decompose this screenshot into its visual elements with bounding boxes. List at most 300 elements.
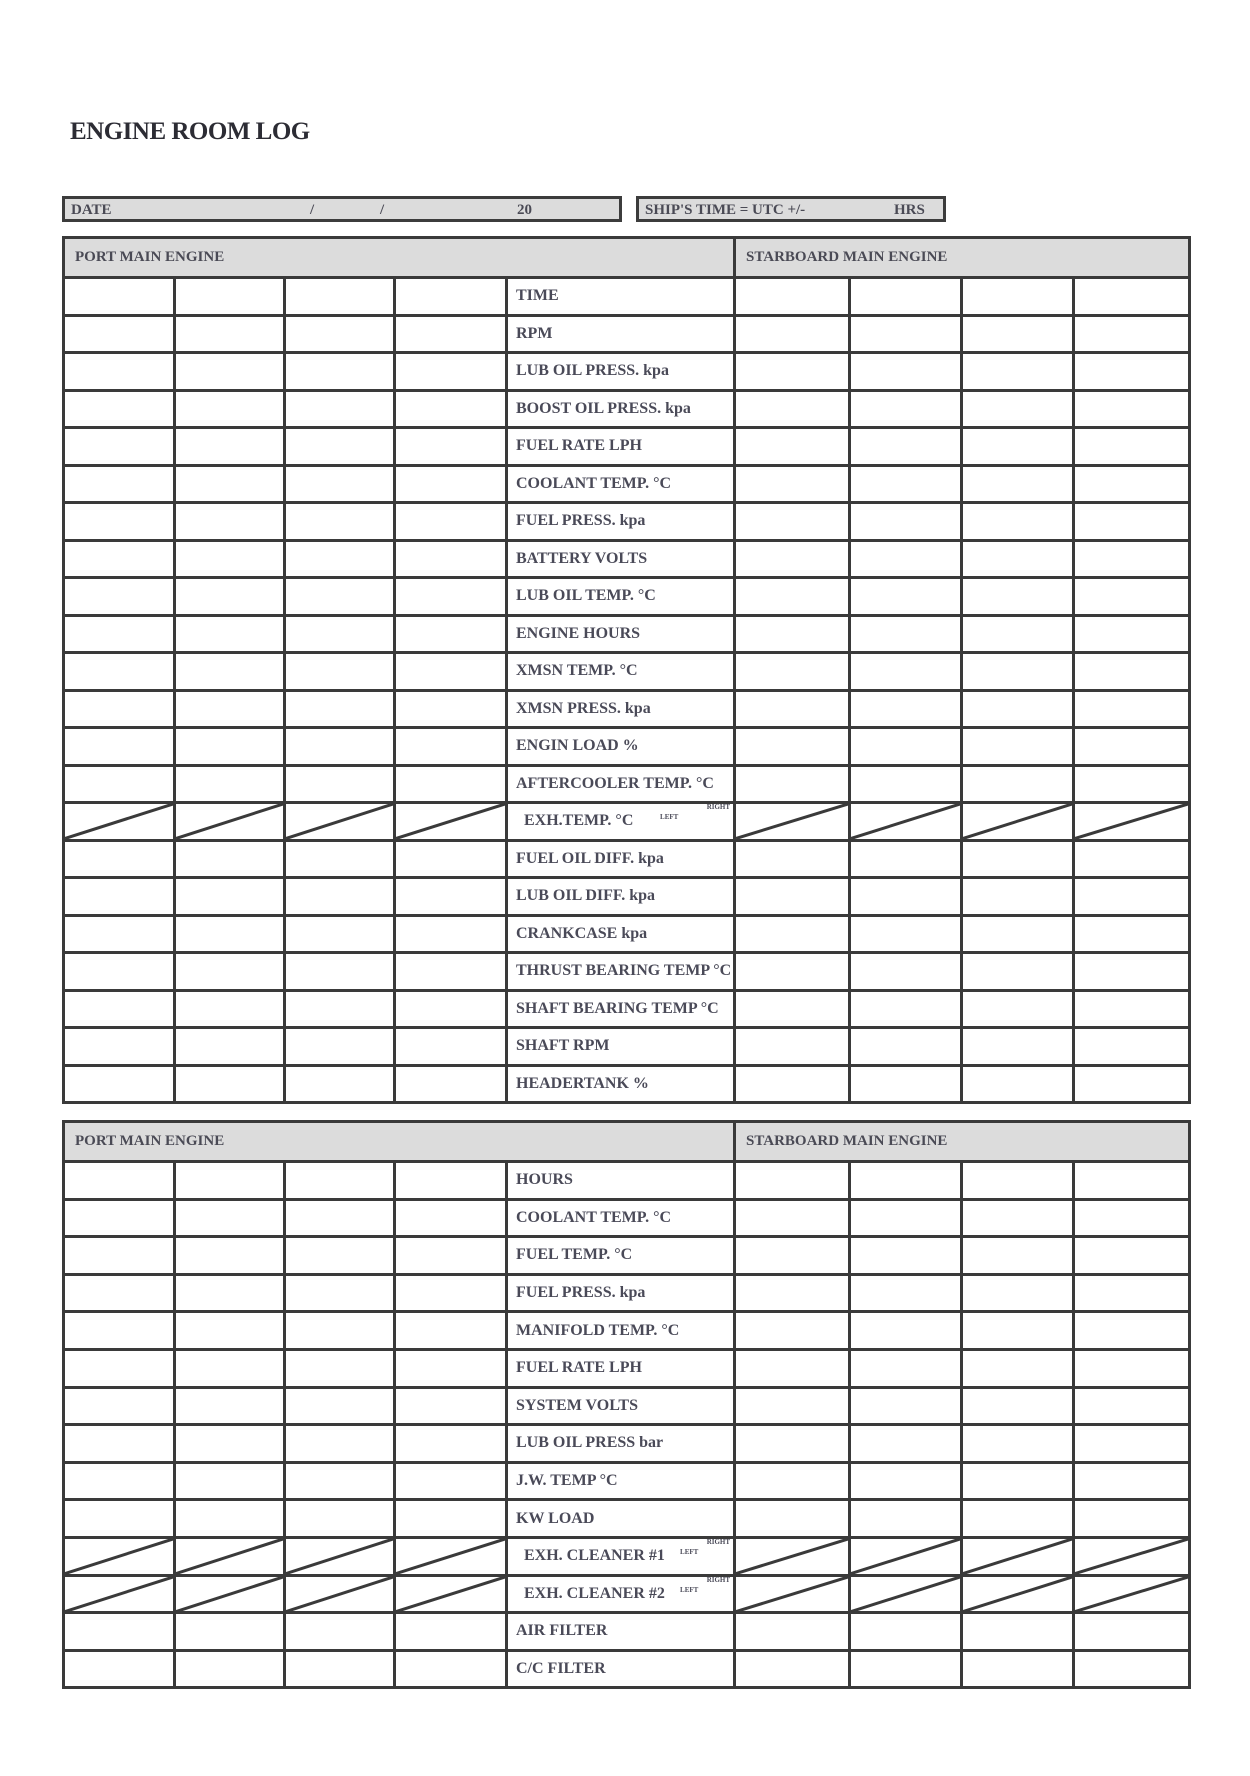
port-entry-cell[interactable] [285,953,395,991]
port-entry-cell[interactable] [175,465,285,503]
starboard-entry-cell[interactable] [1074,1199,1190,1237]
port-entry-cell[interactable] [395,1613,507,1651]
port-entry-cell[interactable] [175,1387,285,1425]
starboard-entry-cell[interactable] [962,1462,1074,1500]
starboard-entry-cell[interactable] [735,1162,850,1200]
port-entry-cell[interactable] [175,540,285,578]
starboard-entry-cell[interactable] [850,278,962,316]
starboard-entry-cell[interactable] [962,503,1074,541]
port-entry-cell[interactable] [175,990,285,1028]
port-entry-cell[interactable] [395,390,507,428]
starboard-entry-cell[interactable] [735,1575,850,1613]
port-entry-cell[interactable] [175,1274,285,1312]
starboard-entry-cell[interactable] [850,803,962,841]
port-entry-cell[interactable] [64,1065,175,1103]
port-entry-cell[interactable] [175,578,285,616]
port-entry-cell[interactable] [175,1425,285,1463]
starboard-entry-cell[interactable] [1074,653,1190,691]
starboard-entry-cell[interactable] [962,1575,1074,1613]
log-row [64,315,1190,353]
port-entry-cell[interactable] [175,1462,285,1500]
starboard-entry-cell[interactable] [1074,990,1190,1028]
port-entry-cell[interactable] [285,1065,395,1103]
port-entry-cell[interactable] [175,765,285,803]
engine-log-table-2 [62,1120,1191,1689]
port-entry-cell[interactable] [395,1349,507,1387]
starboard-entry-cell[interactable] [1074,1537,1190,1575]
port-entry-cell[interactable] [175,1613,285,1651]
port-entry-cell[interactable] [395,1065,507,1103]
starboard-entry-cell[interactable] [1074,578,1190,616]
port-entry-cell[interactable] [175,1537,285,1575]
starboard-entry-cell[interactable] [1074,878,1190,916]
starboard-entry-cell[interactable] [1074,615,1190,653]
starboard-entry-cell[interactable] [850,1312,962,1350]
port-entry-cell[interactable] [175,1650,285,1688]
port-entry-cell[interactable] [395,1387,507,1425]
port-entry-cell[interactable] [175,1237,285,1275]
starboard-entry-cell[interactable] [735,1237,850,1275]
port-entry-cell[interactable] [285,503,395,541]
port-entry-cell[interactable] [395,1162,507,1200]
port-entry-cell[interactable] [395,428,507,466]
starboard-entry-cell[interactable] [962,578,1074,616]
port-entry-cell[interactable] [64,1462,175,1500]
port-entry-cell[interactable] [64,428,175,466]
port-entry-cell[interactable] [175,390,285,428]
starboard-entry-cell[interactable] [735,653,850,691]
starboard-entry-cell[interactable] [850,1349,962,1387]
port-entry-cell[interactable] [285,915,395,953]
port-entry-cell[interactable] [175,503,285,541]
port-entry-cell[interactable] [175,840,285,878]
port-entry-cell[interactable] [395,690,507,728]
starboard-entry-cell[interactable] [1074,503,1190,541]
port-entry-cell[interactable] [175,428,285,466]
port-entry-cell[interactable] [64,1312,175,1350]
starboard-entry-cell[interactable] [962,1028,1074,1066]
starboard-entry-cell[interactable] [850,1237,962,1275]
port-entry-cell[interactable] [64,915,175,953]
starboard-entry-cell[interactable] [1074,840,1190,878]
starboard-entry-cell[interactable] [735,465,850,503]
port-entry-cell[interactable] [285,840,395,878]
port-entry-cell[interactable] [285,1613,395,1651]
port-entry-cell[interactable] [64,728,175,766]
port-entry-cell[interactable] [285,390,395,428]
port-entry-cell[interactable] [64,765,175,803]
port-entry-cell[interactable] [285,1425,395,1463]
starboard-entry-cell[interactable] [735,1312,850,1350]
port-entry-cell[interactable] [64,540,175,578]
starboard-entry-cell[interactable] [735,990,850,1028]
starboard-entry-cell[interactable] [850,1065,962,1103]
port-entry-cell[interactable] [285,765,395,803]
starboard-entry-cell[interactable] [1074,1065,1190,1103]
starboard-entry-cell[interactable] [735,1199,850,1237]
starboard-entry-cell[interactable] [735,915,850,953]
port-entry-cell[interactable] [285,578,395,616]
starboard-entry-cell[interactable] [850,653,962,691]
port-entry-cell[interactable] [395,540,507,578]
port-entry-cell[interactable] [285,878,395,916]
port-entry-cell[interactable] [285,353,395,391]
starboard-entry-cell[interactable] [962,1349,1074,1387]
starboard-entry-cell[interactable] [1074,1500,1190,1538]
starboard-entry-cell[interactable] [962,315,1074,353]
port-entry-cell[interactable] [285,803,395,841]
port-entry-cell[interactable] [395,915,507,953]
starboard-entry-cell[interactable] [735,1065,850,1103]
port-entry-cell[interactable] [395,1274,507,1312]
starboard-entry-cell[interactable] [850,1425,962,1463]
starboard-entry-cell[interactable] [850,765,962,803]
port-entry-cell[interactable] [395,653,507,691]
starboard-entry-cell[interactable] [735,1349,850,1387]
starboard-entry-cell[interactable] [962,1537,1074,1575]
port-entry-cell[interactable] [64,1425,175,1463]
port-entry-cell[interactable] [64,1199,175,1237]
starboard-entry-cell[interactable] [962,990,1074,1028]
starboard-entry-cell[interactable] [962,1425,1074,1463]
starboard-entry-cell[interactable] [962,878,1074,916]
starboard-entry-cell[interactable] [850,915,962,953]
date-field[interactable] [62,196,622,222]
starboard-entry-cell[interactable] [735,878,850,916]
starboard-entry-cell[interactable] [850,840,962,878]
port-entry-cell[interactable] [285,465,395,503]
port-entry-cell[interactable] [64,353,175,391]
port-entry-cell[interactable] [285,1462,395,1500]
starboard-entry-cell[interactable] [1074,428,1190,466]
port-entry-cell[interactable] [175,878,285,916]
ships-time-field[interactable] [636,196,946,222]
port-entry-cell[interactable] [64,690,175,728]
starboard-entry-cell[interactable] [850,315,962,353]
starboard-entry-cell[interactable] [735,278,850,316]
starboard-entry-cell[interactable] [1074,315,1190,353]
starboard-entry-cell[interactable] [735,1028,850,1066]
starboard-entry-cell[interactable] [1074,1387,1190,1425]
port-entry-cell[interactable] [64,803,175,841]
port-entry-cell[interactable] [64,1028,175,1066]
port-entry-cell[interactable] [64,390,175,428]
port-entry-cell[interactable] [395,1537,507,1575]
starboard-entry-cell[interactable] [735,728,850,766]
starboard-entry-cell[interactable] [962,428,1074,466]
port-entry-cell[interactable] [395,728,507,766]
port-entry-cell[interactable] [395,953,507,991]
port-entry-cell[interactable] [395,803,507,841]
starboard-entry-cell[interactable] [962,1237,1074,1275]
starboard-entry-cell[interactable] [962,1650,1074,1688]
starboard-entry-cell[interactable] [1074,1349,1190,1387]
starboard-entry-cell[interactable] [850,428,962,466]
starboard-entry-cell[interactable] [1074,915,1190,953]
starboard-entry-cell[interactable] [735,315,850,353]
starboard-entry-cell[interactable] [1074,803,1190,841]
port-entry-cell[interactable] [395,503,507,541]
starboard-entry-cell[interactable] [962,1312,1074,1350]
port-entry-cell[interactable] [285,315,395,353]
diagonal-split-line [851,1539,960,1574]
starboard-entry-cell[interactable] [962,353,1074,391]
port-entry-cell[interactable] [285,1387,395,1425]
starboard-entry-cell[interactable] [735,390,850,428]
date-label: DATE [71,202,112,218]
port-entry-cell[interactable] [175,690,285,728]
starboard-entry-cell[interactable] [850,1537,962,1575]
starboard-entry-cell[interactable] [962,1065,1074,1103]
starboard-entry-cell[interactable] [735,615,850,653]
starboard-entry-cell[interactable] [735,953,850,991]
port-entry-cell[interactable] [285,1537,395,1575]
starboard-entry-cell[interactable] [1074,1312,1190,1350]
port-entry-cell[interactable] [175,803,285,841]
starboard-entry-cell[interactable] [735,540,850,578]
starboard-entry-cell[interactable] [850,990,962,1028]
port-entry-cell[interactable] [175,653,285,691]
port-entry-cell[interactable] [395,1028,507,1066]
starboard-entry-cell[interactable] [962,953,1074,991]
port-entry-cell[interactable] [175,1028,285,1066]
starboard-entry-cell[interactable] [1074,390,1190,428]
port-entry-cell[interactable] [64,465,175,503]
starboard-entry-cell[interactable] [850,1199,962,1237]
starboard-entry-cell[interactable] [735,840,850,878]
port-entry-cell[interactable] [175,353,285,391]
starboard-entry-cell[interactable] [735,428,850,466]
port-entry-cell[interactable] [285,1028,395,1066]
starboard-entry-cell[interactable] [962,765,1074,803]
port-entry-cell[interactable] [175,315,285,353]
starboard-entry-cell[interactable] [962,690,1074,728]
port-entry-cell[interactable] [395,278,507,316]
starboard-entry-cell[interactable] [1074,1425,1190,1463]
port-entry-cell[interactable] [64,653,175,691]
port-entry-cell[interactable] [64,278,175,316]
starboard-entry-cell[interactable] [1074,1274,1190,1312]
starboard-entry-cell[interactable] [1074,728,1190,766]
port-entry-cell[interactable] [285,1575,395,1613]
section-header-row [64,238,1190,278]
port-entry-cell[interactable] [395,615,507,653]
starboard-entry-cell[interactable] [1074,690,1190,728]
port-entry-cell[interactable] [64,1575,175,1613]
port-entry-cell[interactable] [285,1349,395,1387]
port-entry-cell[interactable] [64,1500,175,1538]
starboard-entry-cell[interactable] [962,1274,1074,1312]
starboard-entry-cell[interactable] [850,1575,962,1613]
port-entry-cell[interactable] [395,353,507,391]
port-entry-cell[interactable] [285,1162,395,1200]
port-entry-cell[interactable] [285,690,395,728]
starboard-entry-cell[interactable] [1074,1650,1190,1688]
parameter-label: FUEL PRESS. kpa [507,1274,735,1312]
starboard-entry-cell[interactable] [1074,1575,1190,1613]
port-entry-cell[interactable] [395,1199,507,1237]
port-entry-cell[interactable] [175,1065,285,1103]
port-entry-cell[interactable] [64,1349,175,1387]
port-entry-cell[interactable] [285,653,395,691]
starboard-entry-cell[interactable] [850,1162,962,1200]
starboard-entry-cell[interactable] [735,503,850,541]
port-entry-cell[interactable] [395,1500,507,1538]
starboard-entry-cell[interactable] [850,503,962,541]
starboard-entry-cell[interactable] [735,1500,850,1538]
port-entry-cell[interactable] [175,1575,285,1613]
port-entry-cell[interactable] [64,1613,175,1651]
port-entry-cell[interactable] [395,1425,507,1463]
starboard-entry-cell[interactable] [962,1199,1074,1237]
port-entry-cell[interactable] [395,1237,507,1275]
port-entry-cell[interactable] [285,1199,395,1237]
port-entry-cell[interactable] [64,840,175,878]
starboard-entry-cell[interactable] [850,1274,962,1312]
port-entry-cell[interactable] [64,953,175,991]
port-entry-cell[interactable] [64,878,175,916]
port-entry-cell[interactable] [285,615,395,653]
port-entry-cell[interactable] [285,990,395,1028]
port-entry-cell[interactable] [64,990,175,1028]
port-entry-cell[interactable] [64,1387,175,1425]
port-entry-cell[interactable] [285,1274,395,1312]
diagonal-split-line [963,1577,1072,1612]
starboard-entry-cell[interactable] [735,1387,850,1425]
starboard-entry-cell[interactable] [850,953,962,991]
starboard-entry-cell[interactable] [850,1462,962,1500]
port-entry-cell[interactable] [285,278,395,316]
starboard-entry-cell[interactable] [962,465,1074,503]
starboard-entry-cell[interactable] [850,728,962,766]
port-entry-cell[interactable] [64,503,175,541]
starboard-entry-cell[interactable] [1074,953,1190,991]
starboard-entry-cell[interactable] [735,1613,850,1651]
starboard-entry-cell[interactable] [850,690,962,728]
port-entry-cell[interactable] [175,278,285,316]
starboard-entry-cell[interactable] [1074,540,1190,578]
starboard-entry-cell[interactable] [1074,1028,1190,1066]
port-entry-cell[interactable] [64,615,175,653]
port-entry-cell[interactable] [285,728,395,766]
port-entry-cell[interactable] [285,1237,395,1275]
starboard-entry-cell[interactable] [962,1500,1074,1538]
port-entry-cell[interactable] [64,1274,175,1312]
starboard-entry-cell[interactable] [962,540,1074,578]
starboard-entry-cell[interactable] [850,1500,962,1538]
starboard-entry-cell[interactable] [850,1650,962,1688]
log-row [64,540,1190,578]
port-entry-cell[interactable] [64,578,175,616]
starboard-entry-cell[interactable] [962,915,1074,953]
port-entry-cell[interactable] [175,1500,285,1538]
starboard-entry-cell[interactable] [850,465,962,503]
starboard-entry-cell[interactable] [1074,353,1190,391]
port-entry-cell[interactable] [175,953,285,991]
port-entry-cell[interactable] [175,1199,285,1237]
port-entry-cell[interactable] [395,990,507,1028]
starboard-entry-cell[interactable] [735,1537,850,1575]
starboard-entry-cell[interactable] [1074,278,1190,316]
port-entry-cell[interactable] [395,1650,507,1688]
starboard-entry-cell[interactable] [1074,765,1190,803]
starboard-entry-cell[interactable] [1074,465,1190,503]
port-entry-cell[interactable] [285,1500,395,1538]
starboard-entry-cell[interactable] [850,390,962,428]
port-entry-cell[interactable] [285,428,395,466]
port-entry-cell[interactable] [64,315,175,353]
starboard-entry-cell[interactable] [850,615,962,653]
port-entry-cell[interactable] [64,1162,175,1200]
port-entry-cell[interactable] [395,315,507,353]
starboard-entry-cell[interactable] [1074,1237,1190,1275]
port-entry-cell[interactable] [175,915,285,953]
starboard-entry-cell[interactable] [962,615,1074,653]
starboard-entry-cell[interactable] [962,840,1074,878]
starboard-entry-cell[interactable] [962,728,1074,766]
port-entry-cell[interactable] [395,1575,507,1613]
starboard-entry-cell[interactable] [962,653,1074,691]
starboard-entry-cell[interactable] [962,1387,1074,1425]
starboard-entry-cell[interactable] [735,765,850,803]
starboard-entry-cell[interactable] [850,578,962,616]
starboard-entry-cell[interactable] [850,1613,962,1651]
port-entry-cell[interactable] [395,465,507,503]
starboard-entry-cell[interactable] [962,278,1074,316]
starboard-entry-cell[interactable] [735,1650,850,1688]
starboard-entry-cell[interactable] [850,878,962,916]
port-entry-cell[interactable] [395,840,507,878]
port-entry-cell[interactable] [175,1162,285,1200]
starboard-entry-cell[interactable] [735,1425,850,1463]
port-entry-cell[interactable] [395,765,507,803]
starboard-entry-cell[interactable] [735,578,850,616]
starboard-entry-cell[interactable] [962,390,1074,428]
port-entry-cell[interactable] [64,1650,175,1688]
starboard-entry-cell[interactable] [735,353,850,391]
port-entry-cell[interactable] [285,1650,395,1688]
starboard-entry-cell[interactable] [850,540,962,578]
starboard-entry-cell[interactable] [1074,1162,1190,1200]
port-entry-cell[interactable] [395,878,507,916]
starboard-entry-cell[interactable] [1074,1613,1190,1651]
port-entry-cell[interactable] [285,1312,395,1350]
starboard-entry-cell[interactable] [735,1462,850,1500]
starboard-entry-cell[interactable] [1074,1462,1190,1500]
port-entry-cell[interactable] [395,1312,507,1350]
parameter-label: BATTERY VOLTS [507,540,735,578]
port-entry-cell[interactable] [285,540,395,578]
starboard-entry-cell[interactable] [850,1028,962,1066]
parameter-label: AFTERCOOLER TEMP. °C [507,765,735,803]
port-entry-cell[interactable] [175,728,285,766]
starboard-entry-cell[interactable] [735,690,850,728]
port-entry-cell[interactable] [175,1312,285,1350]
starboard-entry-cell[interactable] [962,1613,1074,1651]
starboard-entry-cell[interactable] [735,1274,850,1312]
starboard-entry-cell[interactable] [850,1387,962,1425]
port-entry-cell[interactable] [395,578,507,616]
port-entry-cell[interactable] [175,1349,285,1387]
starboard-entry-cell[interactable] [962,1162,1074,1200]
starboard-entry-cell[interactable] [735,803,850,841]
port-entry-cell[interactable] [64,1537,175,1575]
port-entry-cell[interactable] [175,615,285,653]
port-entry-cell[interactable] [64,1237,175,1275]
port-entry-cell[interactable] [395,1462,507,1500]
starboard-entry-cell[interactable] [850,353,962,391]
starboard-entry-cell[interactable] [962,803,1074,841]
